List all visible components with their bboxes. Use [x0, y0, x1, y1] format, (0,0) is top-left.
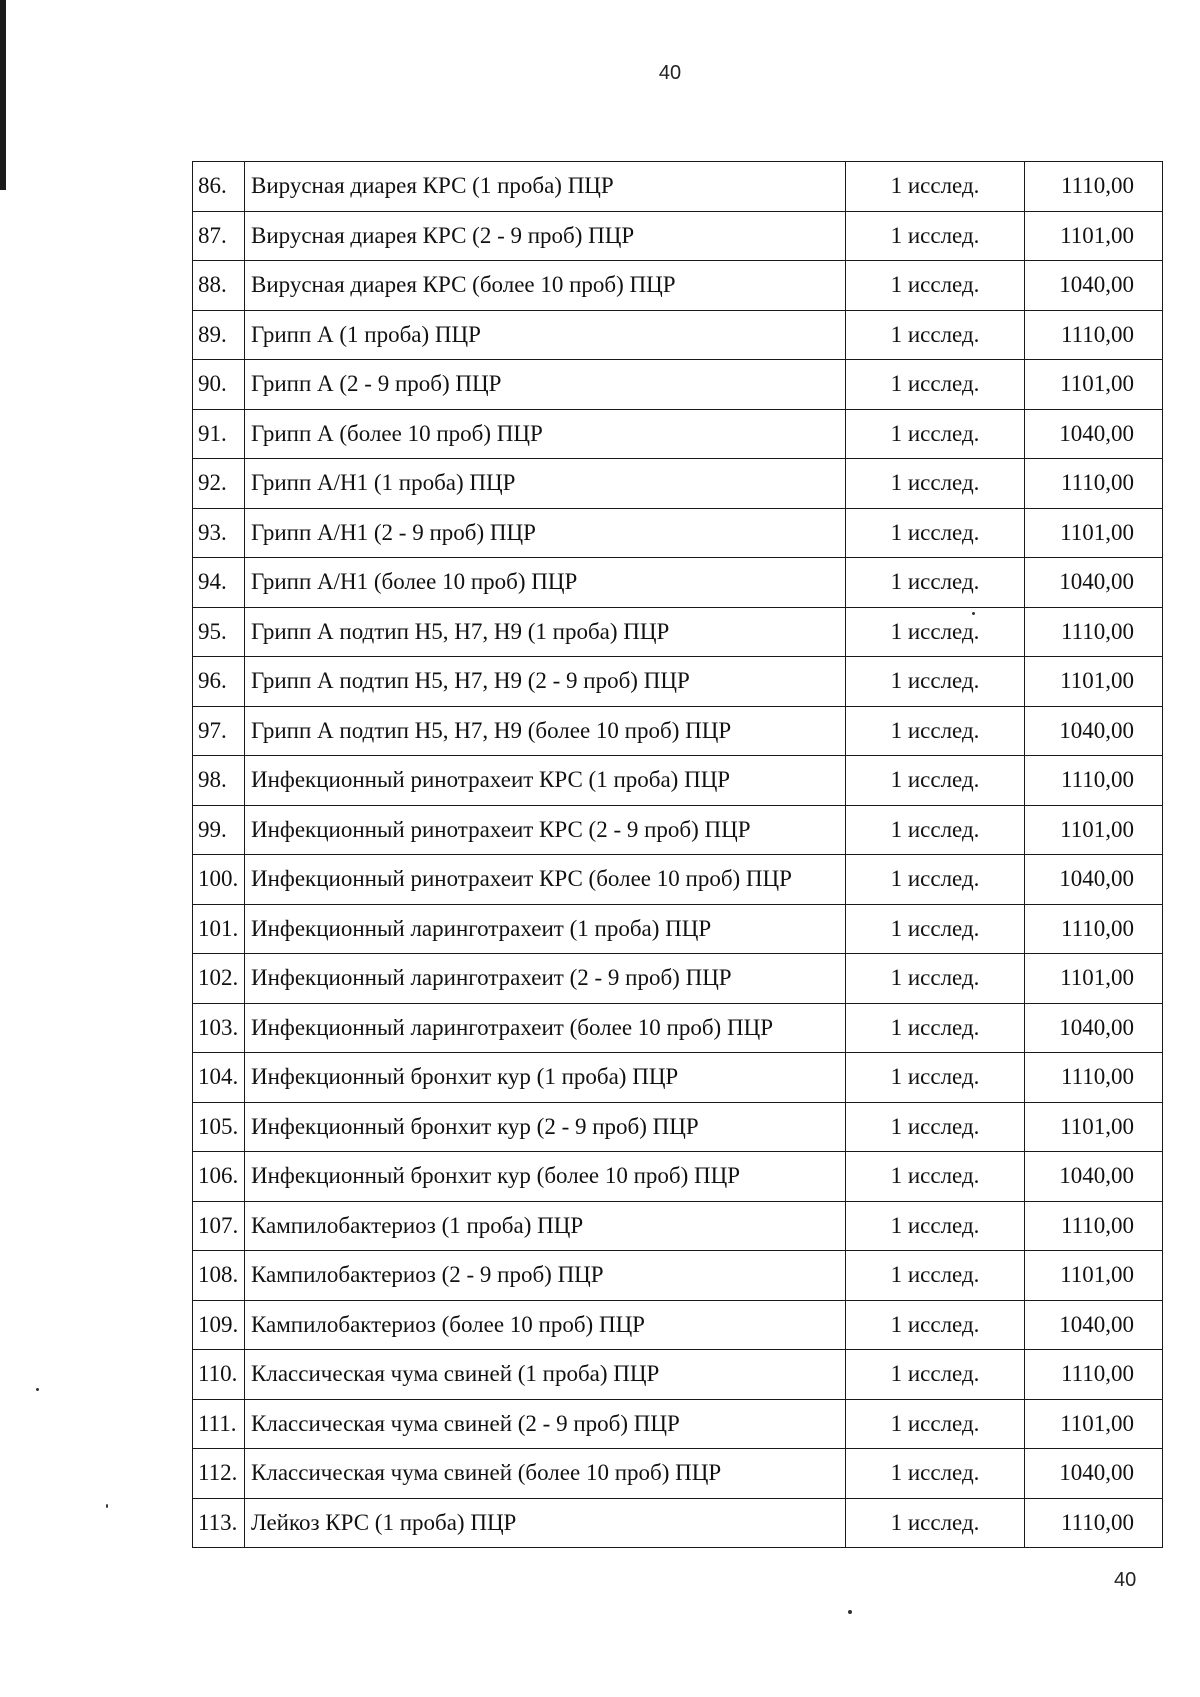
table-row	[193, 1399, 1163, 1449]
price-value: 1040,00	[1025, 1003, 1163, 1053]
price-value: 1110,00	[1025, 607, 1163, 657]
row-number: 108.	[193, 1251, 245, 1301]
row-number: 100.	[193, 855, 245, 905]
price-value: 1101,00	[1025, 805, 1163, 855]
table-row	[193, 508, 1163, 558]
table-row	[193, 558, 1163, 608]
row-number: 94.	[193, 558, 245, 608]
row-number: 105.	[193, 1102, 245, 1152]
unit-of-measure: 1 исслед.	[846, 1300, 1025, 1350]
unit-of-measure: 1 исслед.	[846, 954, 1025, 1004]
row-number: 96.	[193, 657, 245, 707]
table-row	[193, 1102, 1163, 1152]
service-name: Грипп А подтип Н5, Н7, Н9 (1 проба) ПЦР	[245, 607, 846, 657]
row-number: 92.	[193, 459, 245, 509]
unit-of-measure: 1 исслед.	[846, 409, 1025, 459]
table-row	[193, 360, 1163, 410]
unit-of-measure: 1 исслед.	[846, 508, 1025, 558]
table-row	[193, 954, 1163, 1004]
row-number: 111.	[193, 1399, 245, 1449]
price-value: 1040,00	[1025, 706, 1163, 756]
unit-of-measure: 1 исслед.	[846, 1399, 1025, 1449]
price-value: 1040,00	[1025, 409, 1163, 459]
service-name: Инфекционный ринотрахеит КРС (более 10 проб) ПЦР	[245, 855, 846, 905]
service-name: Кампилобактериоз (2 - 9 проб) ПЦР	[245, 1251, 846, 1301]
price-value: 1040,00	[1025, 558, 1163, 608]
price-value: 1040,00	[1025, 261, 1163, 311]
unit-of-measure: 1 исслед.	[846, 360, 1025, 410]
table-row	[193, 261, 1163, 311]
table-row	[193, 756, 1163, 806]
price-value: 1110,00	[1025, 904, 1163, 954]
table-row	[193, 904, 1163, 954]
page-number-top: 40	[658, 62, 682, 84]
row-number: 89.	[193, 310, 245, 360]
unit-of-measure: 1 исслед.	[846, 310, 1025, 360]
service-name: Грипп A/H1 (более 10 проб) ПЦР	[245, 558, 846, 608]
service-name: Грипп A/H1 (1 проба) ПЦР	[245, 459, 846, 509]
table-row	[193, 1251, 1163, 1301]
scan-speck	[36, 1388, 39, 1391]
price-value: 1101,00	[1025, 1102, 1163, 1152]
price-value: 1040,00	[1025, 1449, 1163, 1499]
table-row	[193, 1053, 1163, 1103]
service-name: Инфекционный ринотрахеит КРС (1 проба) ПЦР	[245, 756, 846, 806]
table-row	[193, 162, 1163, 212]
table-row	[193, 1003, 1163, 1053]
price-value: 1101,00	[1025, 954, 1163, 1004]
unit-of-measure: 1 исслед.	[846, 1201, 1025, 1251]
unit-of-measure: 1 исслед.	[846, 657, 1025, 707]
unit-of-measure: 1 исслед.	[846, 756, 1025, 806]
scan-speck	[106, 1504, 108, 1508]
unit-of-measure: 1 исслед.	[846, 459, 1025, 509]
service-name: Инфекционный ларинготрахеит (1 проба) ПЦР	[245, 904, 846, 954]
row-number: 109.	[193, 1300, 245, 1350]
price-value: 1110,00	[1025, 459, 1163, 509]
service-name: Инфекционный ларинготрахеит (2 - 9 проб) ПЦР	[245, 954, 846, 1004]
row-number: 87.	[193, 211, 245, 261]
row-number: 95.	[193, 607, 245, 657]
row-number: 101.	[193, 904, 245, 954]
row-number: 93.	[193, 508, 245, 558]
row-number: 110.	[193, 1350, 245, 1400]
price-table	[192, 161, 1163, 1548]
price-value: 1110,00	[1025, 1498, 1163, 1548]
service-name: Вирусная диарея КРС (более 10 проб) ПЦР	[245, 261, 846, 311]
unit-of-measure: 1 исслед.	[846, 1251, 1025, 1301]
price-table-body	[193, 162, 1163, 1548]
price-value: 1110,00	[1025, 1350, 1163, 1400]
row-number: 104.	[193, 1053, 245, 1103]
row-number: 97.	[193, 706, 245, 756]
service-name: Кампилобактериоз (более 10 проб) ПЦР	[245, 1300, 846, 1350]
unit-of-measure: 1 исслед.	[846, 805, 1025, 855]
table-row	[193, 607, 1163, 657]
table-row	[193, 1201, 1163, 1251]
table-row	[193, 1449, 1163, 1499]
row-number: 113.	[193, 1498, 245, 1548]
service-name: Грипп А подтип Н5, Н7, Н9 (2 - 9 проб) ПЦР	[245, 657, 846, 707]
unit-of-measure: 1 исслед.	[846, 1053, 1025, 1103]
service-name: Классическая чума свиней (2 - 9 проб) ПЦР	[245, 1399, 846, 1449]
service-name: Грипп А (1 проба) ПЦР	[245, 310, 846, 360]
table-row	[193, 1498, 1163, 1548]
table-row	[193, 459, 1163, 509]
service-name: Грипп А (более 10 проб) ПЦР	[245, 409, 846, 459]
price-value: 1101,00	[1025, 1399, 1163, 1449]
unit-of-measure: 1 исслед.	[846, 1102, 1025, 1152]
table-row	[193, 1300, 1163, 1350]
service-name: Лейкоз КРС (1 проба) ПЦР	[245, 1498, 846, 1548]
row-number: 106.	[193, 1152, 245, 1202]
table-row	[193, 310, 1163, 360]
price-value: 1101,00	[1025, 1251, 1163, 1301]
price-value: 1101,00	[1025, 211, 1163, 261]
scan-speck	[848, 1610, 852, 1614]
row-number: 88.	[193, 261, 245, 311]
table-row	[193, 409, 1163, 459]
service-name: Инфекционный бронхит кур (1 проба) ПЦР	[245, 1053, 846, 1103]
service-name: Инфекционный бронхит кур (2 - 9 проб) ПЦР	[245, 1102, 846, 1152]
row-number: 91.	[193, 409, 245, 459]
row-number: 112.	[193, 1449, 245, 1499]
unit-of-measure: 1 исслед.	[846, 607, 1025, 657]
row-number: 103.	[193, 1003, 245, 1053]
service-name: Классическая чума свиней (1 проба) ПЦР	[245, 1350, 846, 1400]
unit-of-measure: 1 исслед.	[846, 261, 1025, 311]
price-value: 1101,00	[1025, 657, 1163, 707]
row-number: 102.	[193, 954, 245, 1004]
unit-of-measure: 1 исслед.	[846, 1498, 1025, 1548]
scan-speck	[972, 612, 975, 615]
table-row	[193, 855, 1163, 905]
service-name: Кампилобактериоз (1 проба) ПЦР	[245, 1201, 846, 1251]
row-number: 98.	[193, 756, 245, 806]
service-name: Грипп А (2 - 9 проб) ПЦР	[245, 360, 846, 410]
unit-of-measure: 1 исслед.	[846, 211, 1025, 261]
service-name: Инфекционный ринотрахеит КРС (2 - 9 проб) ПЦР	[245, 805, 846, 855]
price-value: 1110,00	[1025, 310, 1163, 360]
unit-of-measure: 1 исслед.	[846, 162, 1025, 212]
page-number-bottom: 40	[1114, 1569, 1137, 1591]
service-name: Инфекционный ларинготрахеит (более 10 проб) ПЦР	[245, 1003, 846, 1053]
unit-of-measure: 1 исслед.	[846, 558, 1025, 608]
price-value: 1101,00	[1025, 508, 1163, 558]
service-name: Инфекционный бронхит кур (более 10 проб) ПЦР	[245, 1152, 846, 1202]
unit-of-measure: 1 исслед.	[846, 1003, 1025, 1053]
unit-of-measure: 1 исслед.	[846, 904, 1025, 954]
table-row	[193, 805, 1163, 855]
price-value: 1110,00	[1025, 1201, 1163, 1251]
table-row	[193, 1152, 1163, 1202]
unit-of-measure: 1 исслед.	[846, 706, 1025, 756]
price-value: 1110,00	[1025, 162, 1163, 212]
table-row	[193, 1350, 1163, 1400]
service-name: Вирусная диарея КРС (2 - 9 проб) ПЦР	[245, 211, 846, 261]
unit-of-measure: 1 исслед.	[846, 855, 1025, 905]
row-number: 90.	[193, 360, 245, 410]
service-name: Вирусная диарея КРС (1 проба) ПЦР	[245, 162, 846, 212]
row-number: 86.	[193, 162, 245, 212]
row-number: 99.	[193, 805, 245, 855]
scan-edge-shadow	[0, 0, 6, 190]
price-value: 1040,00	[1025, 1300, 1163, 1350]
price-value: 1110,00	[1025, 1053, 1163, 1103]
table-row	[193, 657, 1163, 707]
table-row	[193, 211, 1163, 261]
service-name: Классическая чума свиней (более 10 проб) ПЦР	[245, 1449, 846, 1499]
unit-of-measure: 1 исслед.	[846, 1449, 1025, 1499]
price-value: 1101,00	[1025, 360, 1163, 410]
service-name: Грипп A/H1 (2 - 9 проб) ПЦР	[245, 508, 846, 558]
service-name: Грипп А подтип Н5, Н7, Н9 (более 10 проб) ПЦР	[245, 706, 846, 756]
unit-of-measure: 1 исслед.	[846, 1350, 1025, 1400]
price-value: 1040,00	[1025, 855, 1163, 905]
table-row	[193, 706, 1163, 756]
row-number: 107.	[193, 1201, 245, 1251]
unit-of-measure: 1 исслед.	[846, 1152, 1025, 1202]
price-value: 1110,00	[1025, 756, 1163, 806]
price-value: 1040,00	[1025, 1152, 1163, 1202]
